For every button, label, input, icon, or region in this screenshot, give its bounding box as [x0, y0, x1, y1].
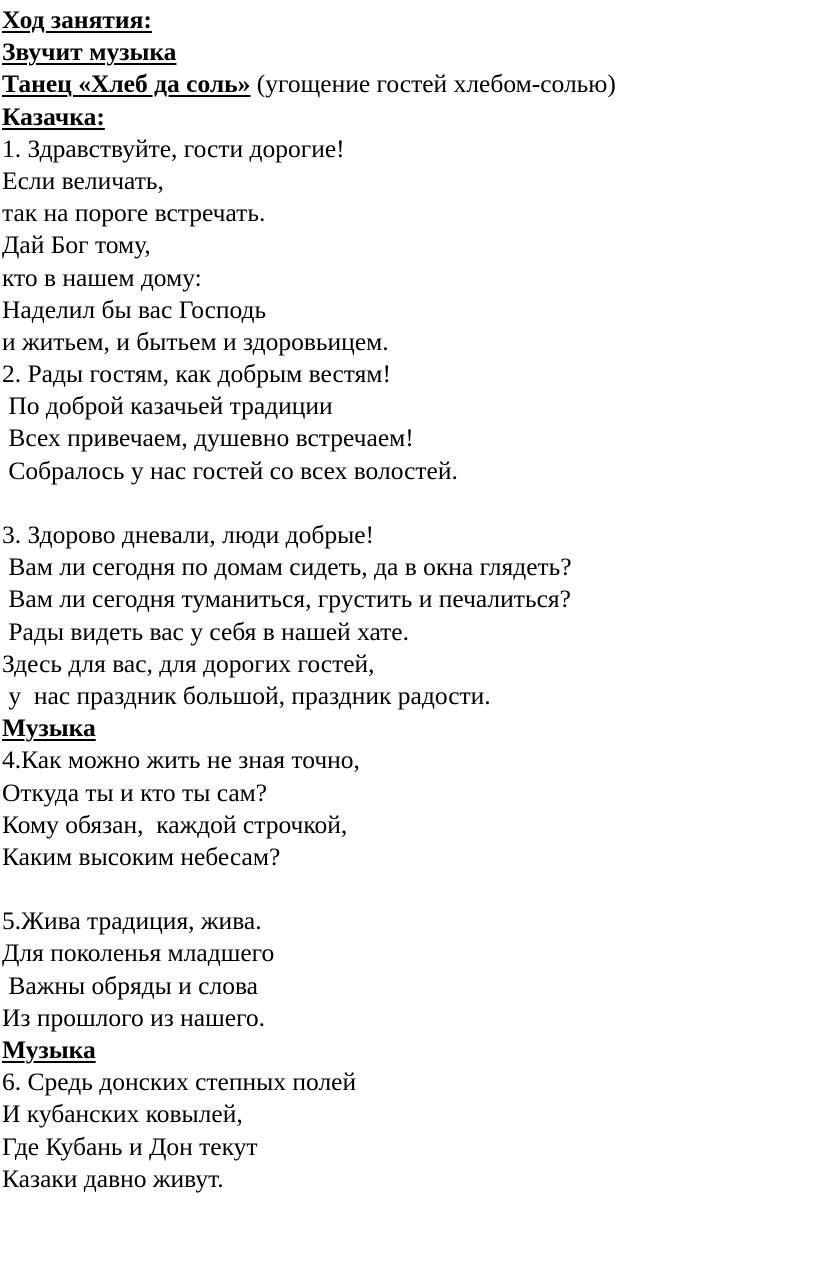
stanza1-line: и житьем, и бытьем и здоровьицем.	[2, 326, 389, 356]
music-heading: Музыка	[2, 1035, 96, 1064]
stanza6-line: Казаки давно живут.	[2, 1163, 224, 1193]
stanza1-line: кто в нашем дому:	[2, 262, 202, 292]
stanza3-line: у нас праздник большой, праздник радости.	[2, 680, 491, 710]
stanza5-line: Из прошлого из нашего.	[2, 1002, 266, 1032]
document-body	[2, 4, 812, 1195]
lesson-heading: Ход занятия:	[2, 5, 152, 34]
stanza3-line: Рады видеть вас у себя в нашей хате.	[2, 616, 409, 646]
music-heading: Музыка	[2, 713, 96, 743]
stanza3-line: 3. Здорово дневали, люди добрые!	[2, 520, 375, 549]
stanza6-line: И кубанских ковылей,	[2, 1099, 243, 1129]
dance-line	[2, 68, 812, 100]
stanza4-line: Каким высоким небесам?	[2, 841, 281, 871]
stanza5-line: Для поколенья младшего	[2, 938, 275, 968]
stanza3-line: Здесь для вас, для дорогих гостей,	[2, 648, 375, 678]
dance-title: Танец «Хлеб да соль»	[2, 69, 251, 99]
stanza2-line: По доброй казачьей традиции	[2, 391, 333, 421]
stanza1-line: Если величать,	[2, 165, 164, 195]
stanza1-line: так на пороге встречать.	[2, 198, 266, 228]
stanza4-line: Кому обязан, каждой строчкой,	[2, 809, 348, 839]
stanza2-line: 2. Рады гостям, как добрым вестям!	[2, 359, 391, 389]
stanza5-line: 5.Жива традиция, жива.	[2, 906, 262, 936]
stanza6-line: 6. Средь донских степных полей	[2, 1067, 357, 1097]
stanza5-line: Важны обряды и слова	[2, 970, 258, 1000]
dance-note: (угощение гостей хлебом-солью)	[250, 69, 616, 99]
stanza2-line: Собралось у нас гостей со всех волостей.	[2, 455, 458, 485]
stanza4-line: Откуда ты и кто ты сам?	[2, 777, 268, 807]
blank-line	[2, 873, 812, 905]
kazachka-heading: Казачка:	[2, 101, 105, 131]
music-plays-heading: Звучит музыка	[2, 37, 177, 67]
stanza1-line: Наделил бы вас Господь	[2, 294, 267, 324]
stanza3-line: Вам ли сегодня туманиться, грустить и печалиться?	[2, 584, 571, 614]
stanza4-line: 4.Как можно жить не зная точно,	[2, 745, 360, 775]
blank-line	[2, 487, 812, 519]
stanza3-line: Вам ли сегодня по домам сидеть, да в окна глядеть?	[2, 552, 572, 582]
stanza1-line: 1. Здравствуйте, гости дорогие!	[2, 133, 345, 163]
stanza2-line: Всех привечаем, душевно встречаем!	[2, 423, 414, 453]
stanza6-line: Где Кубань и Дон текут	[2, 1131, 258, 1161]
stanza1-line: Дай Бог тому,	[2, 230, 151, 260]
